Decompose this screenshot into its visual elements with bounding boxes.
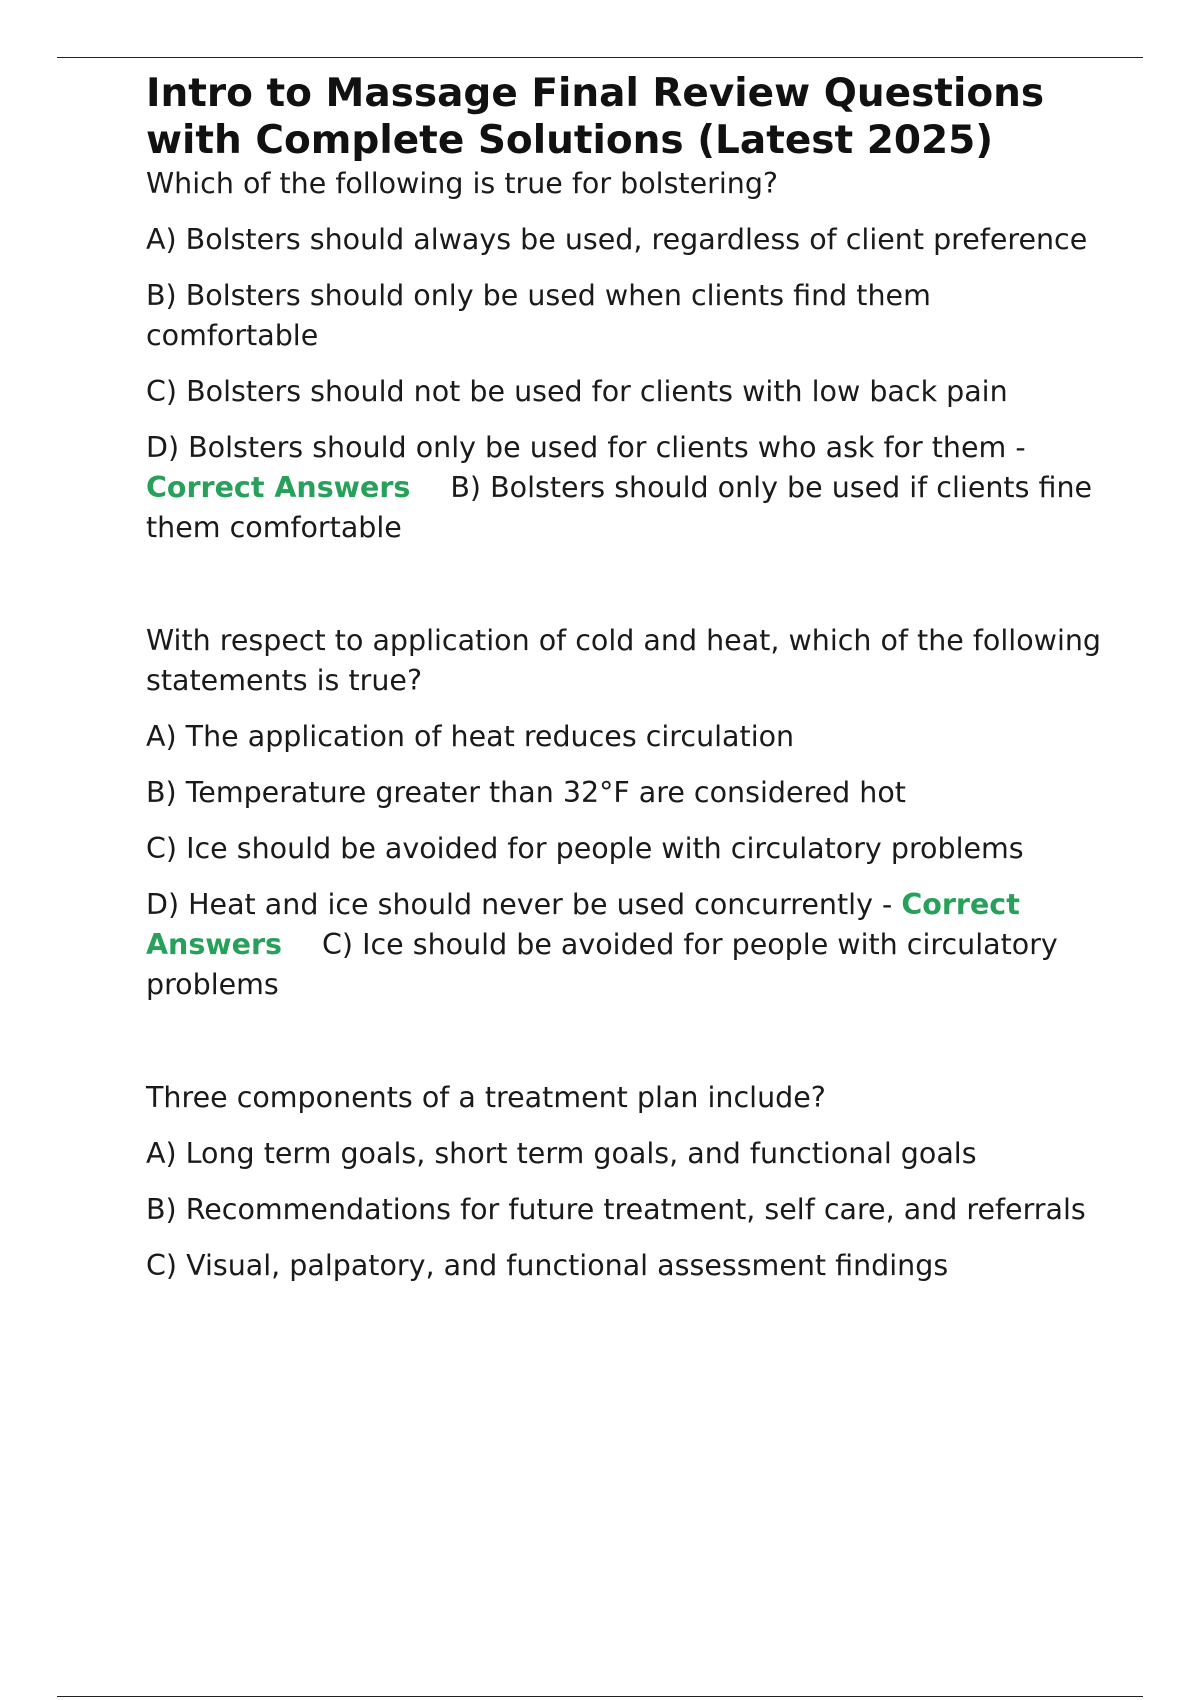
document-title [146, 70, 1106, 164]
question-block-1 [146, 164, 1106, 548]
question-block-3 [146, 1078, 1106, 1286]
option-a: A) Bolsters should always be used, regardless of client preference [146, 223, 1088, 256]
top-rule [57, 57, 1143, 58]
option-d-with-answer [146, 885, 1106, 1005]
option-d-with-answer [146, 428, 1106, 548]
option-c: C) Bolsters should not be used for clients with low back pain [146, 375, 1008, 408]
correct-answers-label: Correct Answers [146, 888, 1020, 961]
question-text: Which of the following is true for bolstering? [146, 167, 779, 200]
option-b: B) Bolsters should only be used when clients find them comfortable [146, 279, 931, 352]
title-line-1: Intro to Massage Final Review Questions [146, 71, 1045, 116]
title-line-2: with Complete Solutions (Latest 2025) [146, 118, 994, 163]
question-block-2 [146, 621, 1106, 1005]
option-a: A) The application of heat reduces circulation [146, 720, 795, 753]
option-d: D) Bolsters should only be used for clients who ask for them - [146, 431, 1026, 464]
option-c: C) Visual, palpatory, and functional assessment findings [146, 1249, 949, 1282]
option-a: A) Long term goals, short term goals, and functional goals [146, 1137, 977, 1170]
bottom-rule [57, 1696, 1143, 1697]
option-b: B) Recommendations for future treatment, self care, and referrals [146, 1193, 1086, 1226]
option-b: B) Temperature greater than 32°F are considered hot [146, 776, 906, 809]
option-c: C) Ice should be avoided for people with circulatory problems [146, 832, 1024, 865]
answer-text: C) Ice should be avoided for people with circulatory problems [146, 928, 1058, 1001]
correct-answers-label: Correct Answers [146, 471, 411, 504]
answer-text: B) Bolsters should only be used if clients fine them comfortable [146, 471, 1093, 544]
question-text: Three components of a treatment plan include? [146, 1081, 826, 1114]
document-body [146, 70, 1106, 1286]
question-text: With respect to application of cold and heat, which of the following statements is true? [146, 624, 1102, 697]
option-d: D) Heat and ice should never be used concurrently - [146, 888, 893, 921]
